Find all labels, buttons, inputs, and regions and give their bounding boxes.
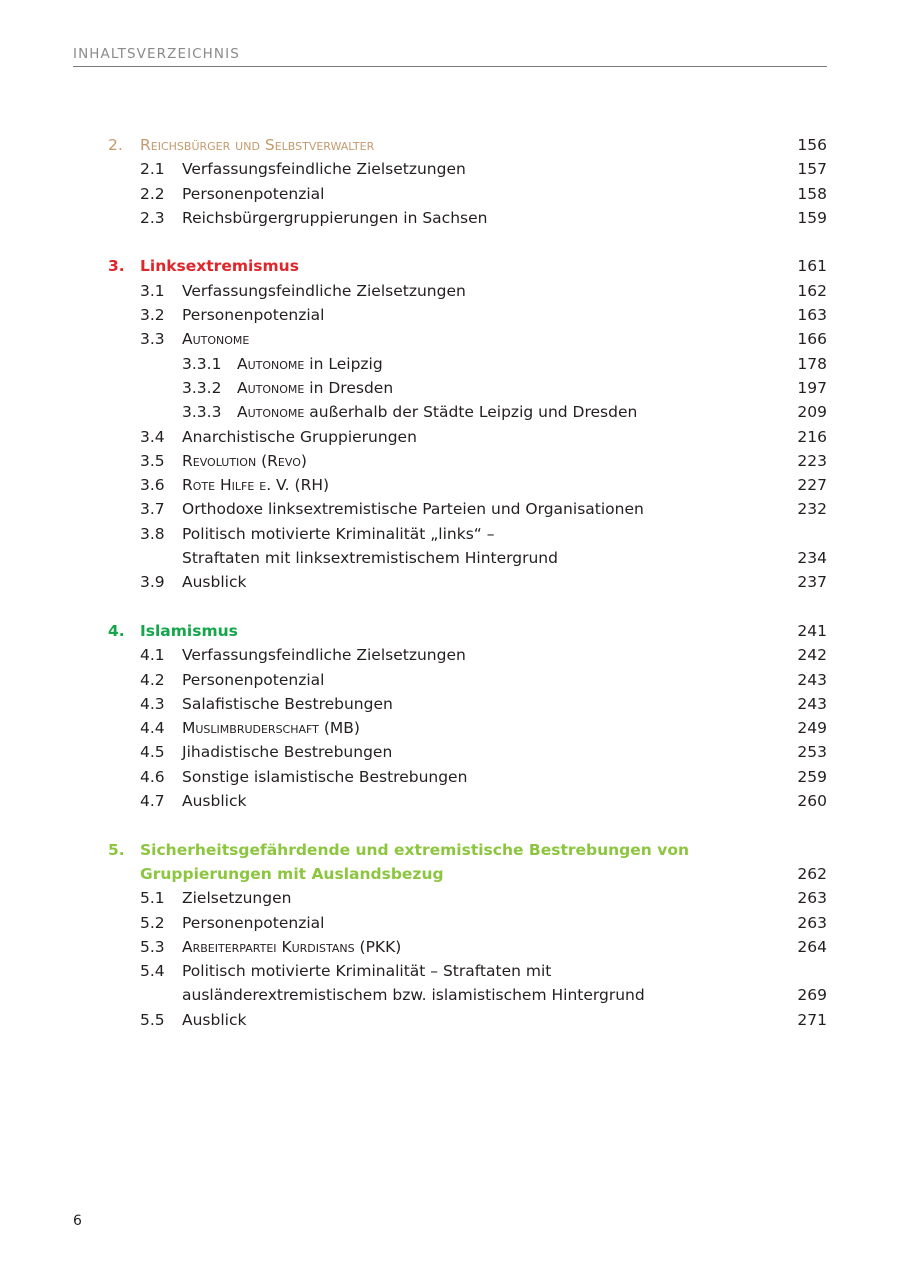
- entry-number: 4.6: [140, 767, 165, 786]
- page-ref: 156: [797, 136, 827, 154]
- toc-entry-3-5[interactable]: [0, 449, 900, 473]
- page-ref: 223: [797, 451, 827, 470]
- page-ref: 232: [797, 500, 827, 519]
- page-ref: 263: [797, 913, 827, 932]
- page-ref: 166: [797, 330, 827, 349]
- page-ref: 242: [797, 646, 827, 665]
- page-ref: 163: [797, 306, 827, 325]
- toc-entry-3-3[interactable]: [0, 327, 900, 351]
- entry-title: Salafistische Bestrebungen: [182, 694, 393, 713]
- toc-entry-3-3-2[interactable]: [0, 376, 900, 400]
- entry-number: 3.3.2: [182, 378, 222, 397]
- page-ref: 260: [797, 792, 827, 811]
- entry-number: 3.4: [140, 427, 165, 446]
- toc-entry-3-3-3[interactable]: [0, 400, 900, 424]
- entry-number: 4.7: [140, 792, 165, 811]
- entry-number: 4.2: [140, 670, 165, 689]
- toc-entry-3-4[interactable]: [0, 425, 900, 449]
- entry-number: 3.6: [140, 476, 165, 495]
- page-ref: 197: [797, 378, 827, 397]
- toc-entry-4-4[interactable]: [0, 716, 900, 740]
- page-ref: 263: [797, 889, 827, 908]
- table-of-contents: [0, 133, 900, 1032]
- chapter-title: Linksextremismus: [140, 257, 299, 276]
- chapter-title: Sicherheitsgefährdende und extremistische Bestrebungen von: [140, 840, 690, 859]
- chapter-title: Islamismus: [140, 621, 238, 640]
- toc-entry-3-7[interactable]: [0, 497, 900, 521]
- page-ref: 243: [797, 670, 827, 689]
- toc-entry-3-8[interactable]: [0, 522, 900, 546]
- entry-number: 3.9: [140, 573, 165, 592]
- entry-title: Ausblick: [182, 573, 247, 592]
- toc-chapter-2[interactable]: [0, 133, 900, 157]
- toc-entry-5-5[interactable]: [0, 1008, 900, 1032]
- page-ref: 178: [797, 354, 827, 373]
- entry-title: Politisch motivierte Kriminalität – Straftaten mit: [182, 962, 552, 981]
- entry-title: Personenpotenzial: [182, 670, 325, 689]
- entry-number: 3.1: [140, 281, 165, 300]
- toc-entry-4-7[interactable]: [0, 789, 900, 813]
- entry-title: Verfassungsfeindliche Zielsetzungen: [182, 281, 466, 300]
- entry-title: Muslimbruderschaft (MB): [182, 719, 360, 738]
- page-ref: 241: [797, 621, 827, 640]
- page-ref: 227: [797, 476, 827, 495]
- entry-title: Jihadistische Bestrebungen: [182, 743, 393, 762]
- page-ref: 161: [797, 257, 827, 276]
- entry-number: 4.3: [140, 694, 165, 713]
- page-ref: 237: [797, 573, 827, 592]
- entry-title: Politisch motivierte Kriminalität „links“ –: [182, 524, 495, 543]
- entry-number: 3.3: [140, 330, 165, 349]
- toc-entry-5-2[interactable]: [0, 911, 900, 935]
- page-ref: 271: [797, 1010, 827, 1029]
- page-ref: 259: [797, 767, 827, 786]
- page-ref: 234: [797, 549, 827, 568]
- chapter-title: Reichsbürger und Selbstverwalter: [140, 136, 375, 154]
- entry-number: 3.3.3: [182, 403, 222, 422]
- page-number: 6: [73, 1213, 82, 1229]
- page-ref: 243: [797, 694, 827, 713]
- entry-number: 4.4: [140, 719, 165, 738]
- entry-title: Autonome in Leipzig: [237, 354, 383, 373]
- page-ref: 264: [797, 937, 827, 956]
- entry-number: 3.8: [140, 524, 165, 543]
- page-ref: 269: [797, 986, 827, 1005]
- entry-number: 5.2: [140, 913, 165, 932]
- entry-title: Sonstige islamistische Bestrebungen: [182, 767, 468, 786]
- chapter-number: 2.: [108, 136, 123, 154]
- entry-number: 2.1: [140, 160, 165, 179]
- page-ref: 162: [797, 281, 827, 300]
- entry-number: 2.3: [140, 208, 165, 227]
- chapter-number: 4.: [108, 621, 125, 640]
- entry-title: Autonome in Dresden: [237, 378, 394, 397]
- page-ref: 157: [797, 160, 827, 179]
- entry-title: Ausblick: [182, 792, 247, 811]
- entry-title: Autonome: [182, 330, 250, 349]
- entry-title: Personenpotenzial: [182, 184, 325, 203]
- page-ref: 253: [797, 743, 827, 762]
- chapter-title-cont: Gruppierungen mit Auslandsbezug: [140, 864, 444, 883]
- entry-title: Revolution (Revo): [182, 451, 307, 470]
- toc-chapter-3[interactable]: [0, 254, 900, 278]
- toc-entry-3-8-cont[interactable]: [0, 546, 900, 570]
- toc-entry-4-5[interactable]: [0, 740, 900, 764]
- toc-entry-2-3[interactable]: [0, 206, 900, 230]
- running-header: INHALTSVERZEICHNIS: [73, 46, 827, 67]
- entry-number: 5.3: [140, 937, 165, 956]
- page-ref: 262: [797, 864, 827, 883]
- toc-entry-4-1[interactable]: [0, 643, 900, 667]
- toc-entry-3-3-1[interactable]: [0, 352, 900, 376]
- entry-title: Anarchistische Gruppierungen: [182, 427, 417, 446]
- page-ref: 159: [797, 208, 827, 227]
- entry-title: Ausblick: [182, 1010, 247, 1029]
- toc-entry-4-3[interactable]: [0, 692, 900, 716]
- toc-entry-5-4[interactable]: [0, 959, 900, 983]
- toc-entry-3-9[interactable]: [0, 570, 900, 594]
- toc-entry-5-3[interactable]: [0, 935, 900, 959]
- entry-title: Zielsetzungen: [182, 889, 292, 908]
- entry-title: Verfassungsfeindliche Zielsetzungen: [182, 646, 466, 665]
- entry-title-cont: ausländerextremistischem bzw. islamistischem Hintergrund: [182, 986, 645, 1005]
- entry-number: 3.7: [140, 500, 165, 519]
- entry-title: Personenpotenzial: [182, 306, 325, 325]
- entry-number: 3.2: [140, 306, 165, 325]
- toc-entry-3-1[interactable]: [0, 279, 900, 303]
- toc-entry-5-1[interactable]: [0, 886, 900, 910]
- entry-number: 5.5: [140, 1010, 165, 1029]
- entry-title: Orthodoxe linksextremistische Parteien und Organisationen: [182, 500, 644, 519]
- toc-chapter-4[interactable]: [0, 619, 900, 643]
- page-ref: 249: [797, 719, 827, 738]
- entry-number: 3.5: [140, 451, 165, 470]
- entry-title: Verfassungsfeindliche Zielsetzungen: [182, 160, 466, 179]
- page-ref: 158: [797, 184, 827, 203]
- entry-title: Rote Hilfe e. V. (RH): [182, 476, 330, 495]
- entry-number: 2.2: [140, 184, 165, 203]
- entry-number: 4.1: [140, 646, 165, 665]
- toc-chapter-5[interactable]: [0, 838, 900, 862]
- toc-entry-3-6[interactable]: [0, 473, 900, 497]
- toc-entry-3-2[interactable]: [0, 303, 900, 327]
- page-ref: 209: [797, 403, 827, 422]
- entry-number: 5.1: [140, 889, 165, 908]
- entry-title: Reichsbürgergruppierungen in Sachsen: [182, 208, 488, 227]
- chapter-number: 3.: [108, 257, 125, 276]
- page-ref: 216: [797, 427, 827, 446]
- entry-number: 3.3.1: [182, 354, 222, 373]
- entry-title: Autonome außerhalb der Städte Leipzig und Dresden: [237, 403, 638, 422]
- toc-entry-5-4-cont[interactable]: [0, 983, 900, 1007]
- entry-title-cont: Straftaten mit linksextremistischem Hintergrund: [182, 549, 558, 568]
- entry-number: 5.4: [140, 962, 165, 981]
- toc-entry-4-2[interactable]: [0, 668, 900, 692]
- toc-chapter-5-cont[interactable]: [0, 862, 900, 886]
- toc-entry-2-1[interactable]: [0, 157, 900, 181]
- entry-title: Personenpotenzial: [182, 913, 325, 932]
- toc-entry-4-6[interactable]: [0, 765, 900, 789]
- chapter-number: 5.: [108, 840, 125, 859]
- toc-entry-2-2[interactable]: [0, 182, 900, 206]
- entry-title: Arbeiterpartei Kurdistans (PKK): [182, 937, 402, 956]
- entry-number: 4.5: [140, 743, 165, 762]
